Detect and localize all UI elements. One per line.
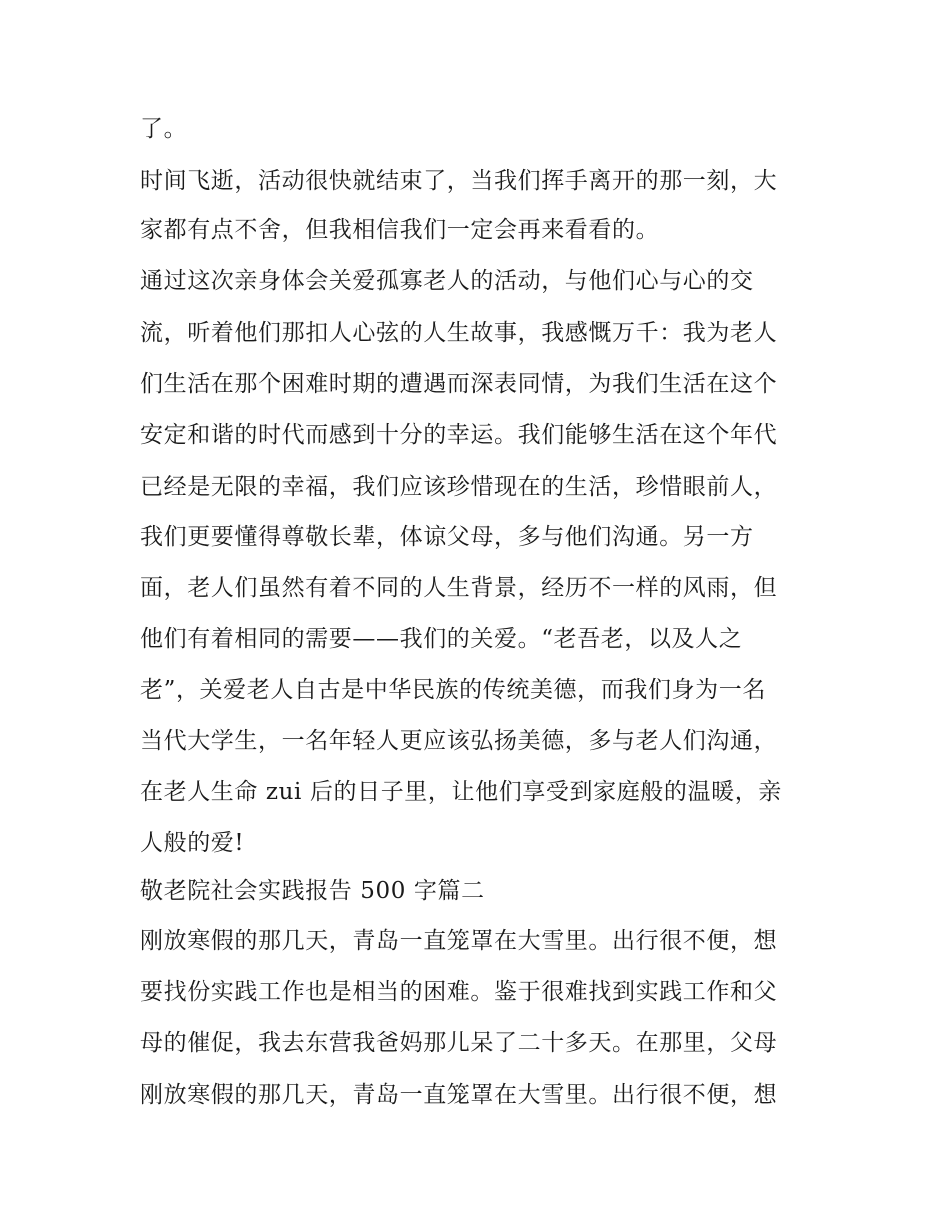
text-line: 家都有点不舍，但我相信我们一定会再来看看的。 xyxy=(140,217,660,243)
text-line: 母的催促，我去东营我爸妈那儿呆了二十多天。在那里，父母 xyxy=(140,1030,778,1056)
text-line: 们生活在那个困难时期的遭遇而深表同情，为我们生活在这个 xyxy=(140,371,778,397)
section-heading: 敬老院社会实践报告 500 字篇二 xyxy=(140,878,485,904)
text-line: 通过这次亲身体会关爱孤寡老人的活动，与他们心与心的交 xyxy=(140,268,754,294)
text-line: 时间飞逝，活动很快就结束了，当我们挥手离开的那一刻，大 xyxy=(140,168,778,194)
text-line: 他们有着相同的需要——我们的关爱。“老吾老，以及人之 xyxy=(140,626,743,652)
text-line: 流，听着他们那扣人心弦的人生故事，我感慨万千：我为老人 xyxy=(140,320,778,346)
text-line: 在老人生命 zui 后的日子里，让他们享受到家庭般的温暖，亲 xyxy=(140,779,782,805)
text-line: 当代大学生，一名年轻人更应该弘扬美德，多与老人们沟通， xyxy=(140,728,778,754)
text-line: 人般的爱! xyxy=(140,830,245,856)
text-line: 刚放寒假的那几天，青岛一直笼罩在大雪里。出行很不便，想 xyxy=(140,1082,778,1108)
text-line: 老”，关爱老人自古是中华民族的传统美德，而我们身为一名 xyxy=(140,677,766,703)
text-line: 面，老人们虽然有着不同的人生背景，经历不一样的风雨，但 xyxy=(140,575,778,601)
text-line: 刚放寒假的那几天，青岛一直笼罩在大雪里。出行很不便，想 xyxy=(140,928,778,954)
text-line: 要找份实践工作也是相当的困难。鉴于很难找到实践工作和父 xyxy=(140,979,778,1005)
text-line: 了。 xyxy=(140,116,188,142)
text-line: 已经是无限的幸福，我们应该珍惜现在的生活，珍惜眼前人， xyxy=(140,474,778,500)
text-line: 安定和谐的时代而感到十分的幸运。我们能够生活在这个年代 xyxy=(140,422,778,448)
text-line: 我们更要懂得尊敬长辈，体谅父母，多与他们沟通。另一方 xyxy=(140,524,754,550)
